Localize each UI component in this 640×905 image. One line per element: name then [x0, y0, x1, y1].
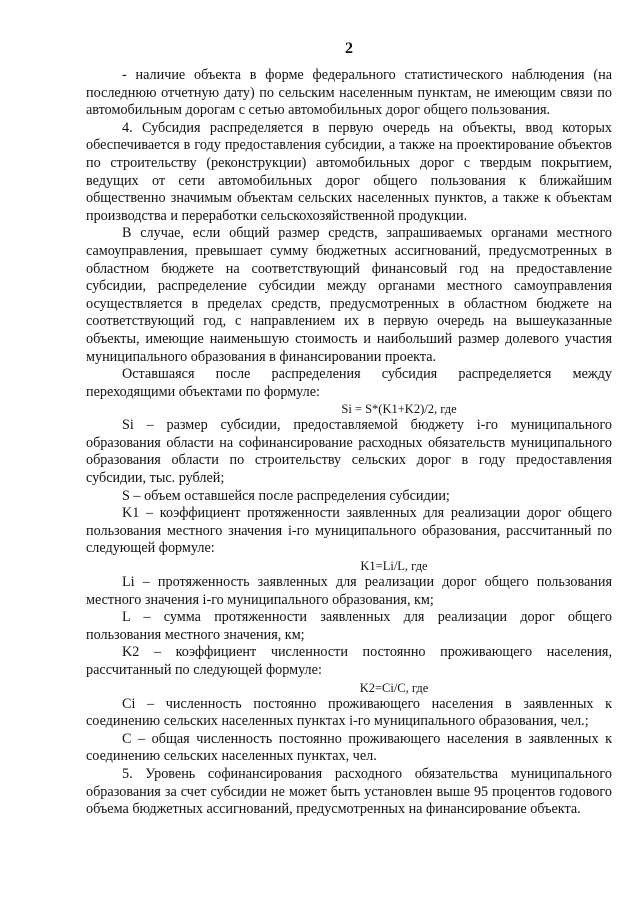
- definition-si: Si – размер субсидии, предоставляемой бюджету i-го муниципального образования области на софинансирование расходных обязательств муниципального образования области по строительству сельских дорог в году предоставления субсидии, тыс. рублей;: [86, 417, 612, 487]
- page-number: 2: [345, 40, 353, 57]
- definition-s: S – объем оставшейся после распределения субсидии;: [122, 487, 450, 504]
- definition-li: Li – протяженность заявленных для реализации дорог общего пользования местного значения i-го муниципального образования, км;: [86, 574, 612, 608]
- definition-ci: Ci – численность постоянно проживающего населения в заявленных к соединению сельских населенных пунктах i-го муниципального образования, чел.;: [86, 695, 612, 730]
- definition-l: L – сумма протяженности заявленных для реализации дорог общего пользования местного значения, км;: [86, 609, 612, 643]
- paragraph-statistical-observation: - наличие объекта в форме федерального статистического наблюдения (на последнюю отчетную дату) по сельским населенным пунктам, не имеющим связи по автомобильным дорогам с сетью автомобильных дорог общего пользования.: [86, 67, 612, 119]
- paragraph-section-4: 4. Субсидия распределяется в первую очередь на объекты, ввод которых обеспечивается в году предоставления субсидии, а также на проектирование объектов по строительству (реконструкции) автомобильных дорог с твердым покрытием, ведущих от сети автомобильных дорог общего пользования к ближайшим общественно значимым объектам сельских населенных пунктов, а также к объектам производства и переработки сельскохозяйственной продукции.: [86, 119, 612, 224]
- formula-k2: K2=Ci/C, где: [359, 680, 429, 695]
- definition-c: C – общая численность постоянно проживающего населения в заявленных к соединению сельских населенных пунктах, чел.: [86, 730, 612, 765]
- definition-k1: K1 – коэффициент протяженности заявленных для реализации дорог общего пользования местного значения i-го муниципального образования, рассчитанный по следующей формуле:: [86, 505, 612, 557]
- paragraph-section-5: 5. Уровень софинансирования расходного обязательства муниципального образования за счет субсидии не может быть установлен выше 95 процентов годового объема бюджетных ассигнований, предусмотренных на финансирование объекта.: [86, 765, 612, 818]
- formula-si: Si = S*(K1+K2)/2, где: [341, 402, 457, 417]
- paragraph-budget-exceeded: В случае, если общий размер средств, запрашиваемых органами местного самоуправления, превышает сумму бюджетных ассигнований, предусмотренных в областном бюджете на соответствующий финансовый год на предоставление субсидии, распределение субсидии между органами местного самоуправления осуществляется в пределах средств, предусмотренных в областном бюджете на соответствующий год, с направлением их в первую очередь на вышеуказанные объекты, имеющие наименьшую стоимость и наибольший размер долевого участия муниципального образования в финансировании проекта.: [86, 225, 612, 365]
- definition-k2: K2 – коэффициент численности постоянно проживающего населения, рассчитанный по следующей формуле:: [86, 644, 612, 678]
- formula-k1: K1=Li/L, где: [360, 559, 428, 574]
- paragraph-remaining-subsidy: Оставшаяся после распределения субсидия распределяется между переходящими объектами по формуле:: [86, 366, 612, 400]
